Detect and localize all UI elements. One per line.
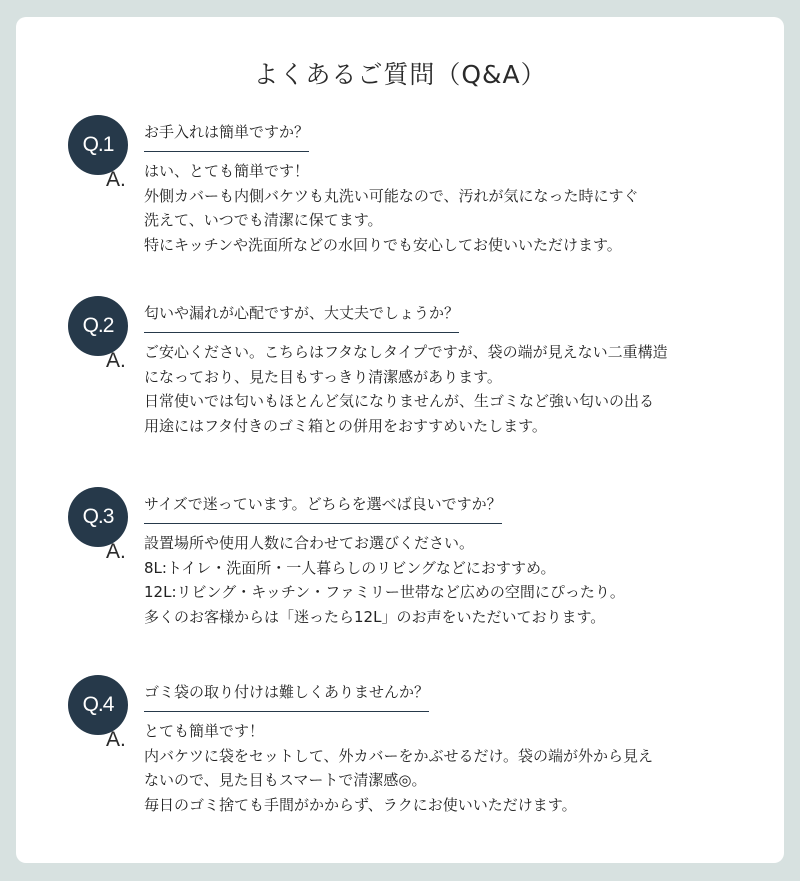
answer-line: 用途にはフタ付きのゴミ箱との併用をおすすめいたします。 bbox=[144, 416, 547, 435]
answer-line: ご安心ください。こちらはフタなしタイプですが、袋の端が見えない二重構造 bbox=[144, 343, 668, 361]
question-number-badge: Q.1 bbox=[68, 115, 128, 175]
question-text: サイズで迷っています。どちらを選べば良いですか？ bbox=[144, 493, 502, 524]
answer-line: 洗えて、いつでも清潔に保てます。 bbox=[144, 211, 383, 229]
answer-mark: A. bbox=[106, 540, 126, 563]
answer-text bbox=[144, 719, 653, 817]
question-text: 匂いや漏れが心配ですが、大丈夫でしょうか？ bbox=[144, 302, 459, 333]
answer-line: 設置場所や使用人数に合わせてお選びください。 bbox=[144, 534, 475, 552]
question-number-badge: Q.3 bbox=[68, 487, 128, 547]
question-text: お手入れは簡単ですか？ bbox=[144, 121, 309, 152]
answer-text bbox=[144, 159, 639, 257]
question-text: ゴミ袋の取り付けは難しくありませんか？ bbox=[144, 681, 429, 712]
answer-line: 12L:リビング・キッチン・ファミリー世帯など広めの空間にぴったり。 bbox=[144, 583, 625, 601]
question-number-badge: Q.2 bbox=[68, 296, 128, 356]
answer-line: はい、とても簡単です！ bbox=[144, 162, 310, 180]
page-title: よくあるご質問（Q&A） bbox=[253, 60, 547, 89]
question-number-badge: Q.4 bbox=[68, 675, 128, 735]
answer-line: 特にキッチンや洗面所などの水回りでも安心してお使いいただけます。 bbox=[144, 235, 622, 254]
answer-line: になっており、見た目もすっきり清潔感があります。 bbox=[144, 367, 502, 386]
answer-mark: A. bbox=[106, 168, 126, 191]
answer-line: 多くのお客様からは「迷ったら12L」のお声をいただいております。 bbox=[144, 607, 606, 626]
answer-line: 外側カバーも内側バケツも丸洗い可能なので、汚れが気になった時にすぐ bbox=[144, 186, 639, 205]
answer-line: 8L:トイレ・洗面所・一人暮らしのリビングなどにおすすめ。 bbox=[144, 558, 556, 577]
answer-line: 内バケツに袋をセットして、外カバーをかぶせるだけ。袋の端が外から見え bbox=[144, 746, 653, 765]
answer-line: 日常使いでは匂いもほとんど気になりませんが、生ゴミなど強い匂いの出る bbox=[144, 392, 655, 410]
answer-mark: A. bbox=[106, 728, 126, 751]
answer-text bbox=[144, 340, 668, 438]
answer-text bbox=[144, 531, 625, 629]
answer-line: ないので、見た目もスマートで清潔感◎。 bbox=[144, 771, 427, 789]
answer-line: 毎日のゴミ捨ても手間がかからず、ラクにお使いいただけます。 bbox=[144, 795, 577, 814]
answer-line: とても簡単です！ bbox=[144, 722, 265, 740]
answer-mark: A. bbox=[106, 349, 126, 372]
